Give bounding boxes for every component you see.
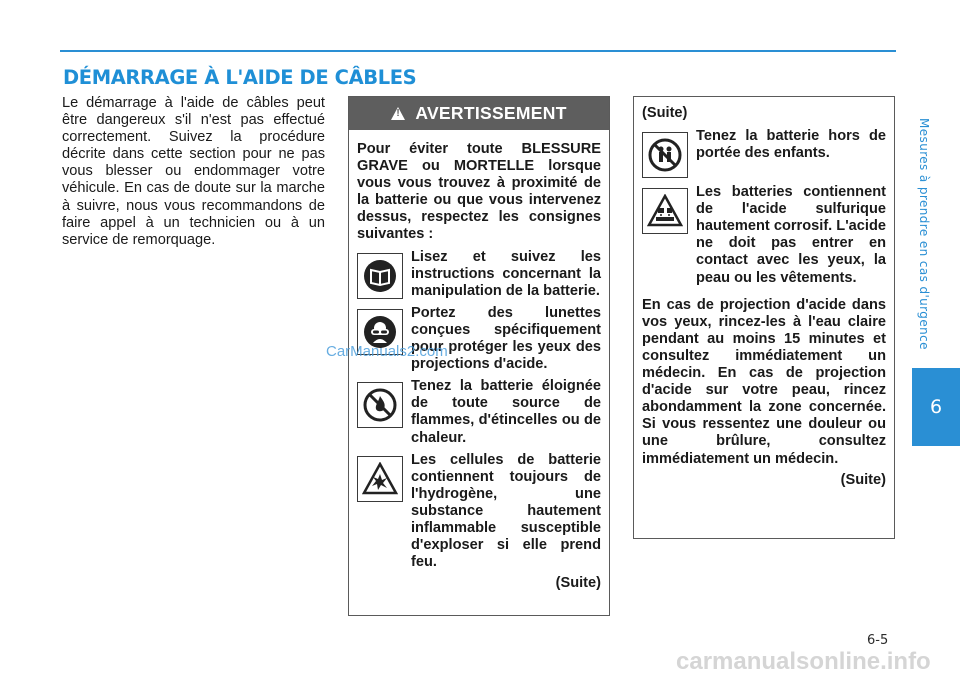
- warning-item: [357, 378, 601, 446]
- continued-label: (Suite): [642, 105, 688, 121]
- warning-lead: Pour éviter toute BLESSURE GRAVE ou MORTELLE lorsque vous vous trouvez à proximité de la batterie ou que vous intervenez dessus, respectez les consignes suivantes :: [357, 141, 601, 243]
- chapter-side-label: [919, 118, 943, 366]
- continued-item: [642, 184, 886, 287]
- warning-item-text: Lisez et suivez les instructions concernant la manipulation de la batterie.: [411, 248, 601, 299]
- intro-paragraph: Le démarrage à l'aide de câbles peut être dangereux s'il n'est pas effectué correctement. Suivez la procédure décrite dans cette section pour ne pas vous blesser ou endommager votre véhicule. En cas de doute sur la marche à suivre, nous vous recommandons de faire appel à un technicien ou à un service de remorquage.: [62, 95, 325, 248]
- warning-title: AVERTISSEMENT: [415, 103, 567, 123]
- section-heading: DÉMARRAGE À L'AIDE DE CÂBLES: [63, 66, 417, 89]
- warning-item: [357, 452, 601, 572]
- warning-suite: (Suite): [555, 575, 601, 592]
- warning-item: [357, 249, 601, 300]
- no-flame-icon: [357, 382, 403, 428]
- warning-item: [357, 305, 601, 373]
- page-number: 6-5: [867, 633, 889, 648]
- continued-box: [633, 96, 895, 539]
- keep-away-children-icon: [642, 132, 688, 178]
- warning-body: [349, 130, 609, 592]
- warning-item-text: Portez des lunettes conçues spécifiquement pour protéger les yeux des projections d'acide.: [411, 304, 601, 373]
- footer-watermark: carmanualsonline.info: [676, 648, 931, 675]
- continued-item-text: Les batteries contiennent de l'acide sulfurique hautement corrosif. L'acide ne doit pas entrer en contact avec les yeux, la peau ou les vêtements.: [696, 184, 886, 286]
- corrosive-acid-icon: [642, 188, 688, 234]
- continued-suite: (Suite): [840, 471, 886, 488]
- continued-item-text: Tenez la batterie hors de portée des enfants.: [696, 128, 886, 162]
- warning-item-text: Les cellules de batterie contiennent toujours de l'hydrogène, une substance hautement inflammable susceptible d'exploser si elle prend feu.: [411, 451, 601, 571]
- manual-book-icon: [357, 253, 403, 299]
- continued-paragraph: En cas de projection d'acide dans vos yeux, rincez-les à l'eau claire pendant au moins 15 minutes et consultez immédiatement un médecin. En cas de projection d'acide sur votre peau, rincez abondamment la zone concernée. Si vous ressentez une douleur ou une brûlure, consultez immédiatement un médecin.: [642, 296, 886, 467]
- warning-item-text: Tenez la batterie éloignée de toute source de flammes, d'étincelles ou de chaleur.: [411, 378, 601, 446]
- watermark-text: CarManuals2.com: [326, 343, 448, 360]
- warning-triangle-icon: [391, 107, 405, 120]
- chapter-tab: 6: [912, 368, 960, 446]
- explosion-hazard-icon: [357, 456, 403, 502]
- warning-header: [349, 97, 609, 130]
- continued-item: [642, 128, 886, 178]
- top-rule: [60, 50, 896, 52]
- chapter-side-label-text: Mesures à prendre en cas d'urgence: [917, 118, 931, 350]
